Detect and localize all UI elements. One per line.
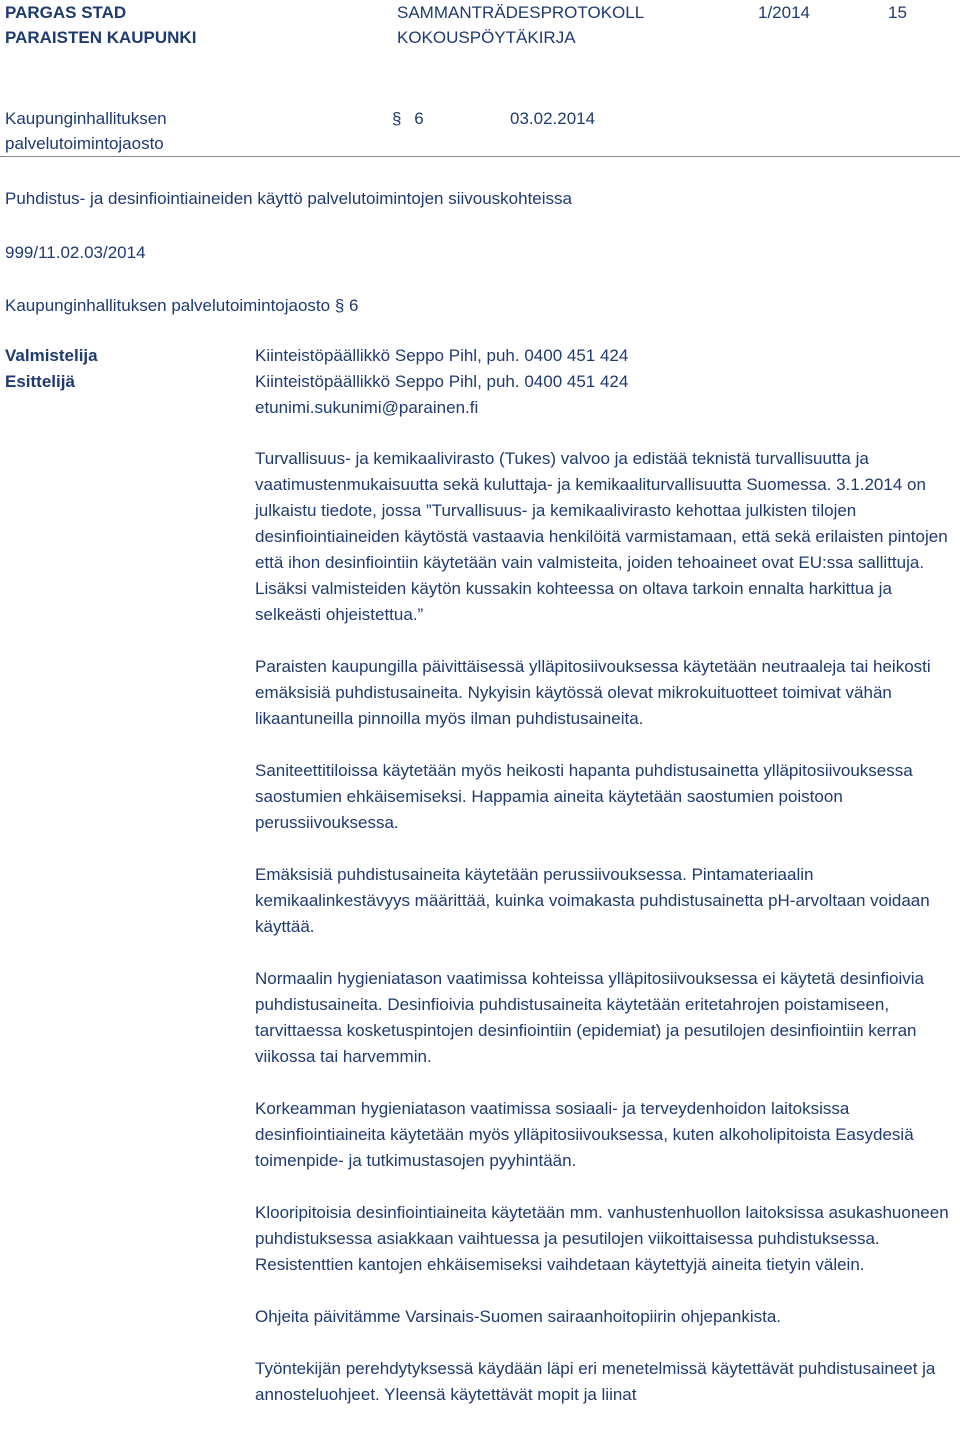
meeting-body-line2: palvelutoimintojaosto [5,134,164,153]
body-paragraph: Normaalin hygieniatason vaatimissa kohteissa ylläpitosiivouksessa ei käytetä desinfioivia puhdistusaineita. Desinfioivia puhdistusaineita käytetään eritetahrojen poistamiseen, tarvittaessa kosketuspintojen desinfiointiin (epidemiat) ja pesutilojen desinfiointiin kerran viikossa tai harvemmin. [255,969,925,1066]
role-label-preparer: Valmistelija [5,346,98,365]
reference-number: 999/11.02.03/2014 [5,243,146,262]
organization-name-finnish: PARAISTEN KAUPUNKI [5,28,197,47]
body-paragraph: Paraisten kaupungilla päivittäisessä ylläpitosiivouksessa käytetään neutraaleja tai heikosti emäksisiä puhdistusaineita. Nykyisin käytössä olevat mikrokuituotteet toimivat vähän likaantuneilla pinnoilla myös ilman puhdistusaineita. [255,657,931,728]
organ-line: Kaupunginhallituksen palvelutoimintojaosto § 6 [5,296,359,315]
body-paragraph: Klooripitoisia desinfiointiaineita käytetään mm. vanhustenhuollon laitoksissa asukashuoneen puhdistuksessa asiakkaan vaihtuessa ja pesutilojen viikoittaisessa puhdistuksessa. Resistenttien kantojen ehkäisemiseksi vaihdetaan käytettyjä aineita tietyin välein. [255,1203,949,1274]
protocol-number: 1/2014 [758,3,810,22]
item-body [255,446,960,1434]
contact-email: etunimi.sukunimi@parainen.fi [255,398,479,417]
meeting-body-line1: Kaupunginhallituksen [5,109,167,128]
role-value-preparer: Kiinteistöpäällikkö Seppo Pihl, puh. 0400 451 424 [255,346,629,365]
role-label-presenter: Esittelijä [5,372,75,391]
header-divider [0,156,960,157]
paragraph-number: 6 [414,109,424,128]
section-paragraph [392,106,424,131]
body-paragraph: Työntekijän perehdytyksessä käydään läpi eri menetelmissä käytettävät puhdistusaineet ja annosteluohjeet. Yleensä käytettävät mopit ja liinat [255,1359,936,1404]
body-paragraph: Emäksisiä puhdistusaineita käytetään perussiivouksessa. Pintamateriaalin kemikaalinkestävyys määrittää, kuinka voimakasta puhdistusainetta pH-arvoltaan voidaan käyttää. [255,865,930,936]
item-title: Puhdistus- ja desinfiointiaineiden käyttö palvelutoimintojen siivouskohteissa [5,189,572,208]
document-type [397,0,644,50]
body-paragraph: Korkeamman hygieniatason vaatimissa sosiaali- ja terveydenhoidon laitoksissa desinfiointiaineita käytetään myös ylläpitosiivouksessa, kuten alkoholipitoista Easydesiä toimenpide- ja tutkimustasojen pyyhintään. [255,1099,914,1170]
organization-name-swedish: PARGAS STAD [5,3,127,22]
body-paragraph: Turvallisuus- ja kemikaalivirasto (Tukes) valvoo ja edistää teknistä turvallisuutta ja vaatimustenmukaisuutta sekä kuluttaja- ja kemikaaliturvallisuutta Suomessa. 3.1.2014 on julkaistu tiedote, jossa ”Turvallisuus- ja kemikaalivirasto kehottaa julkisten tilojen desinfiointiaineiden käytöstä vastaavia henkilöitä varmistamaan, että sekä erilaisten pintojen että ihon desinfiointiin käytetään vain valmisteita, joiden tehoaineet ovat EU:ssa sallittuja. Lisäksi valmisteiden käytön kussakin kohteessa on oltava tarkoin ennalta harkittua ja selkeästi ohjeistettua.” [255,449,948,624]
body-paragraph: Ohjeita päivitämme Varsinais-Suomen sairaanhoitopiirin ohjepankista. [255,1307,782,1326]
body-paragraph: Saniteettitiloissa käytetään myös heikosti hapanta puhdistusainetta ylläpitosiivouksessa saostumien ehkäisemiseksi. Happamia aineita käytetään saostumien poistoon perussiivouksessa. [255,761,913,832]
document-type-swedish: SAMMANTRÄDESPROTOKOLL [397,3,645,22]
paragraph-symbol: § [392,109,402,128]
meeting-body [5,106,167,156]
page-number: 15 [888,3,907,22]
organization-name [5,0,196,50]
meeting-date: 03.02.2014 [510,109,596,128]
role-value-presenter: Kiinteistöpäällikkö Seppo Pihl, puh. 0400 451 424 [255,372,629,391]
document-type-finnish: KOKOUSPÖYTÄKIRJA [397,28,576,47]
